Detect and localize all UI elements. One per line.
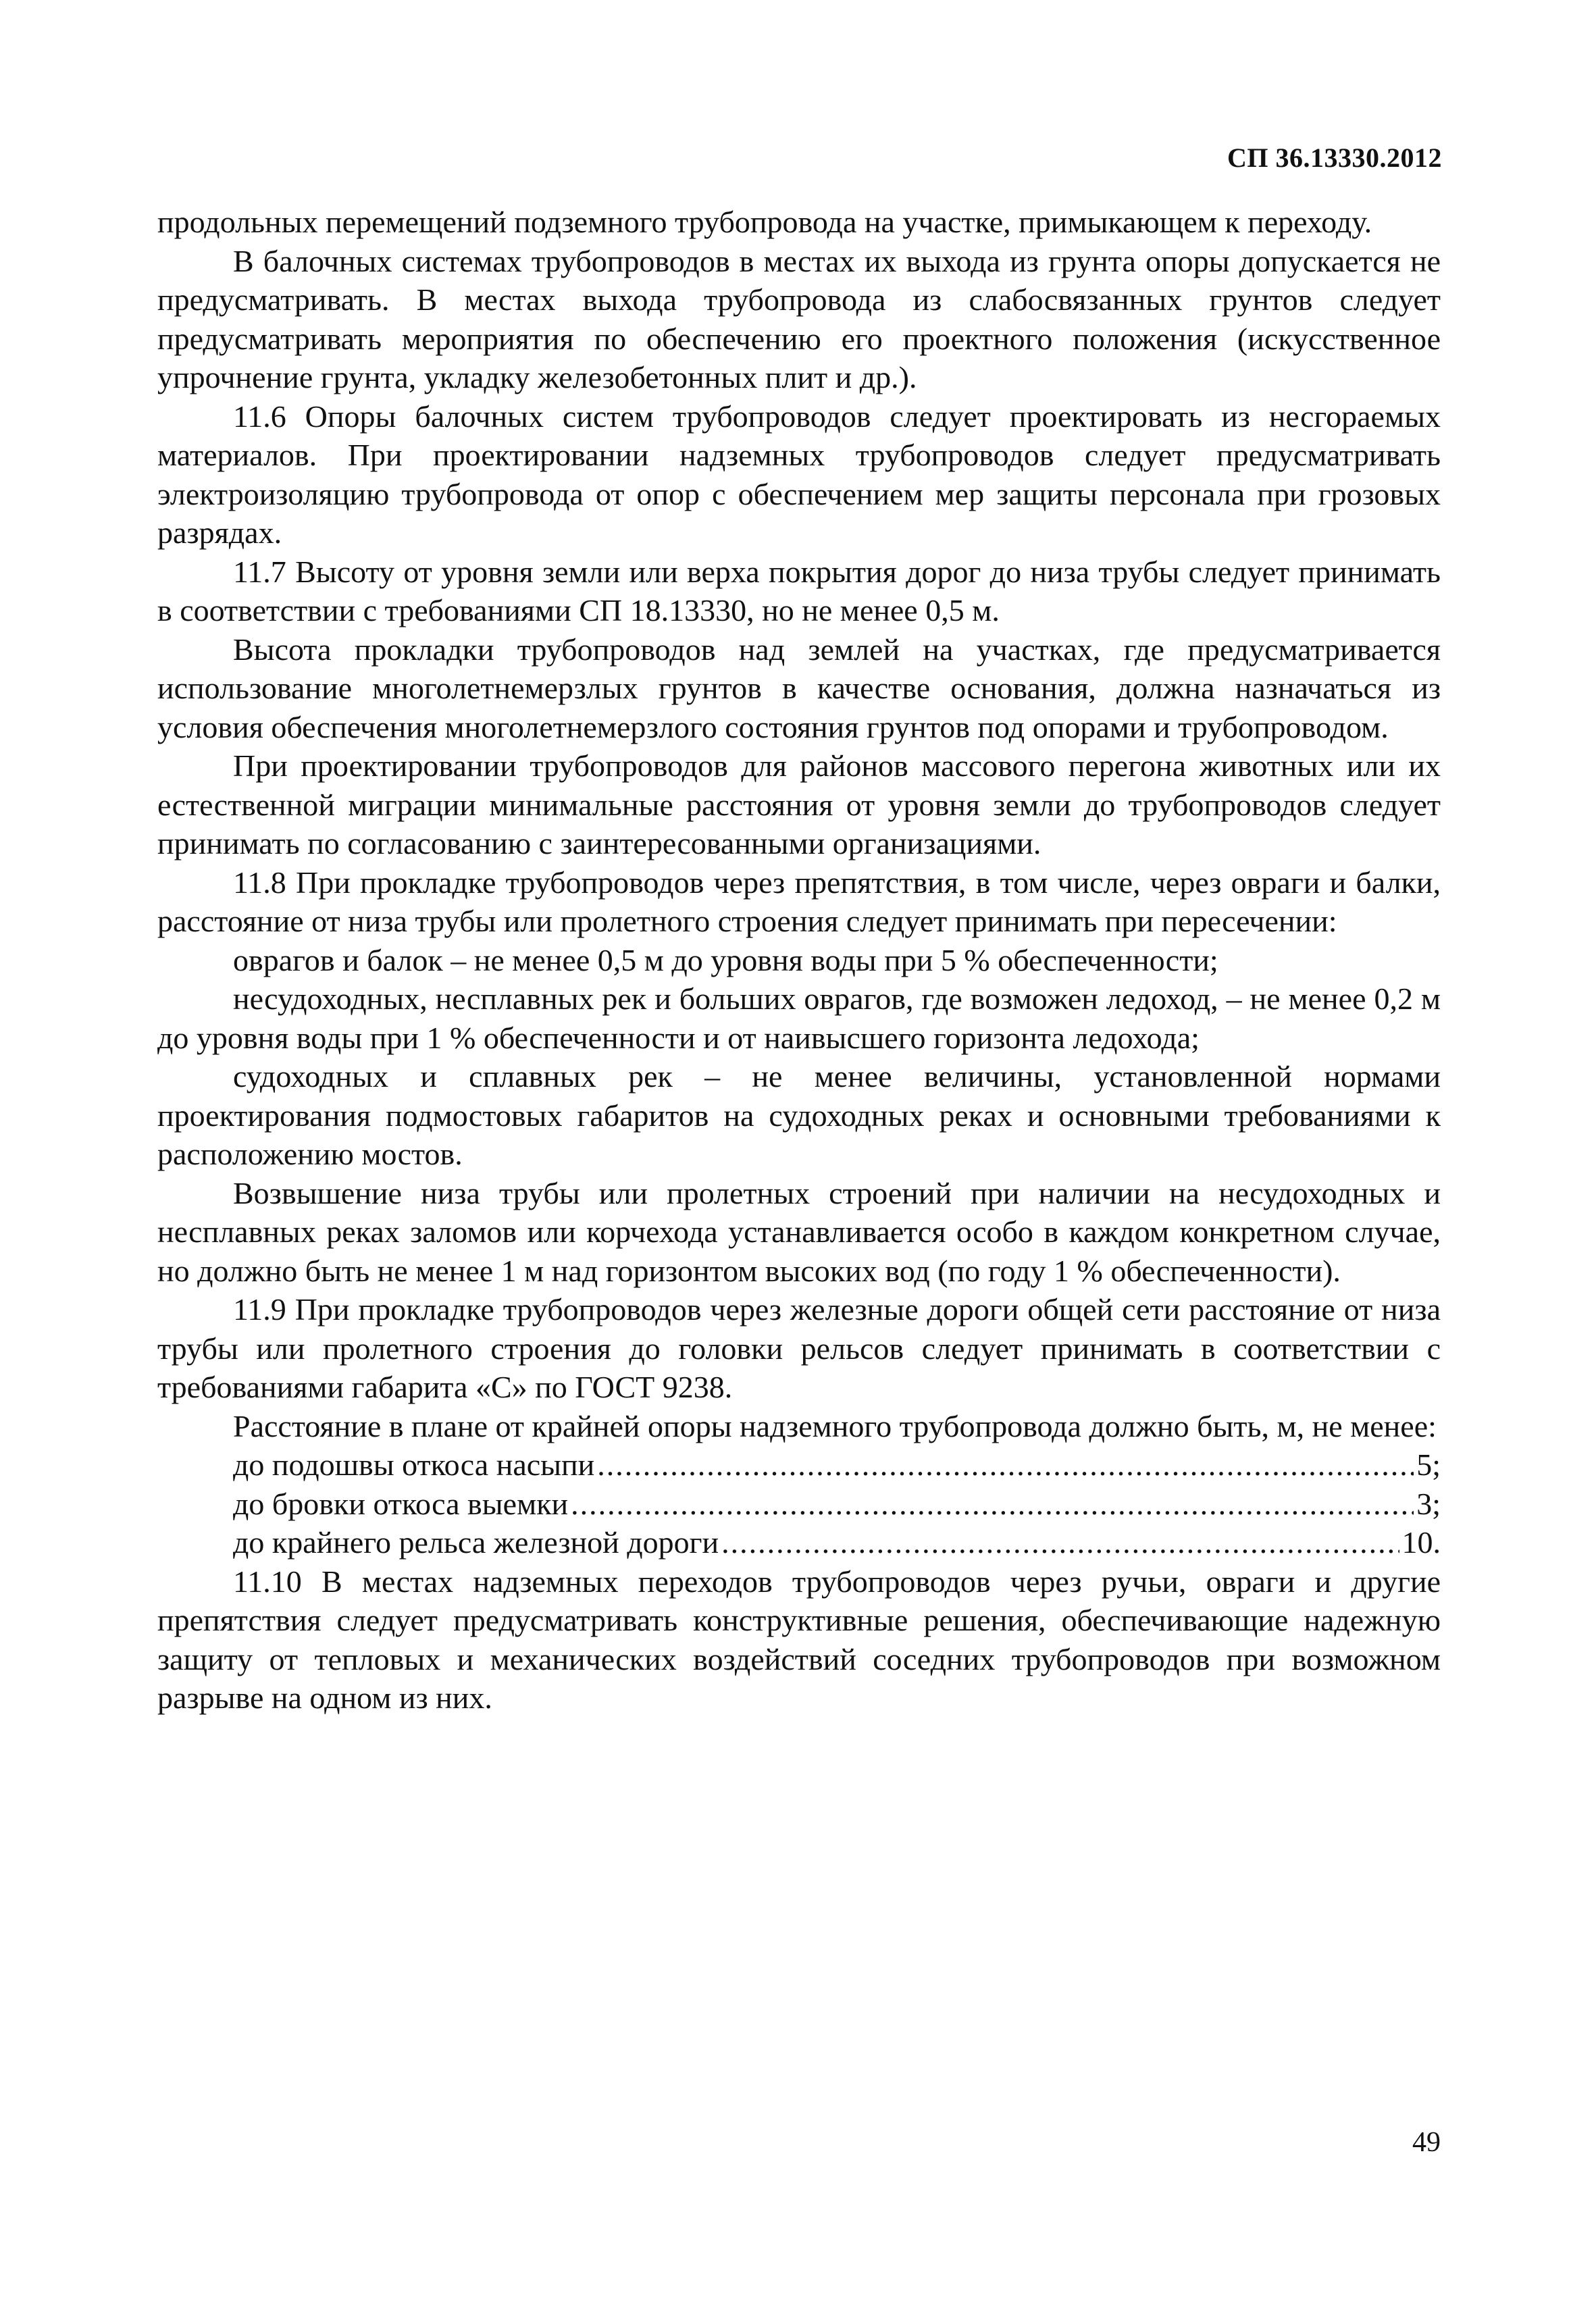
paragraph: продольных перемещений подземного трубопровода на участке, примыкающем к переходу. bbox=[157, 205, 1372, 239]
paragraph: Расстояние в плане от крайней опоры надземного трубопровода должно быть, м, не менее: bbox=[233, 1408, 1437, 1443]
paragraph: Возвышение низа трубы или пролетных строений при наличии на несудоходных и несплавных реках заломов или корчехода устанавливается особо в каждом конкретном случае, но должно быть не менее 1 м над горизонтом высоких вод (по году 1 % обеспеченности). bbox=[157, 1175, 1441, 1288]
distance-value: 5; bbox=[1416, 1447, 1441, 1482]
paragraph: судоходных и сплавных рек – не менее величины, установленной нормами проектирования подмостовых габаритов на судоходных реках и основными требованиями к расположению мостов. bbox=[157, 1059, 1441, 1171]
paragraph: 11.8 При прокладке трубопроводов через препятствия, в том числе, через овраги и балки, расстояние от низа трубы или пролетного строения следует принимать при пересечении: bbox=[157, 865, 1441, 938]
distance-label: до крайнего рельса железной дороги bbox=[233, 1525, 719, 1560]
distance-row bbox=[157, 1485, 1441, 1524]
leader-dots bbox=[721, 1523, 1399, 1562]
leader-dots bbox=[597, 1445, 1414, 1485]
paragraph: оврагов и балок – не менее 0,5 м до уровня воды при 5 % обеспеченности; bbox=[233, 942, 1218, 977]
document-code: СП 36.13330.2012 bbox=[1227, 143, 1442, 173]
page-number: 49 bbox=[1412, 2127, 1441, 2158]
document-body bbox=[157, 203, 1441, 1718]
leader-dots bbox=[571, 1485, 1414, 1524]
distance-value: 3; bbox=[1416, 1486, 1441, 1521]
distance-row bbox=[157, 1445, 1441, 1485]
paragraph: В балочных системах трубопроводов в местах их выхода из грунта опоры допускается не предусматривать. В местах выхода трубопровода из слабосвязанных грунтов следует предусматривать мероприятия по обеспечению его проектного положения (искусственное упрочнение грунта, укладку железобетонных плит и др.). bbox=[157, 243, 1441, 394]
distance-label: до подошвы откоса насыпи bbox=[233, 1447, 595, 1482]
paragraph: 11.10 В местах надземных переходов трубопроводов через ручьи, овраги и другие препятствия следует предусматривать конструктивные решения, обеспечивающие надежную защиту от тепловых и механических воздействий соседних трубопроводов при возможном разрыве на одном из них. bbox=[157, 1564, 1441, 1715]
paragraph: При проектировании трубопроводов для районов массового перегона животных или их естественной миграции минимальные расстояния от уровня земли до трубопроводов следует принимать по согласованию с заинтересованными организациями. bbox=[157, 748, 1441, 860]
distance-label: до бровки откоса выемки bbox=[233, 1486, 569, 1521]
distance-row bbox=[157, 1523, 1441, 1562]
distance-value: 10. bbox=[1401, 1525, 1441, 1560]
paragraph: Высота прокладки трубопроводов над землей на участках, где предусматривается использование многолетнемерзлых грунтов в качестве основания, должна назначаться из условия обеспечения многолетнемерзлого состояния грунтов под опорами и трубопроводом. bbox=[157, 632, 1441, 744]
paragraph: несудоходных, несплавных рек и больших оврагов, где возможен ледоход, – не менее 0,2 м до уровня воды при 1 % обеспеченности и от наивысшего горизонта ледохода; bbox=[157, 981, 1441, 1055]
paragraph: 11.9 При прокладке трубопроводов через железные дороги общей сети расстояние от низа трубы или пролетного строения до головки рельсов следует принимать в соответствии с требованиями габарита «С» по ГОСТ 9238. bbox=[157, 1292, 1441, 1404]
paragraph: 11.6 Опоры балочных систем трубопроводов следует проектировать из несгораемых материалов. При проектировании надземных трубопроводов следует предусматривать электроизоляцию трубопровода от опор с обеспечением мер защиты персонала при грозовых разрядах. bbox=[157, 398, 1441, 550]
paragraph: 11.7 Высоту от уровня земли или верха покрытия дорог до низа трубы следует принимать в соответствии с требованиями СП 18.13330, но не менее 0,5 м. bbox=[157, 554, 1441, 627]
